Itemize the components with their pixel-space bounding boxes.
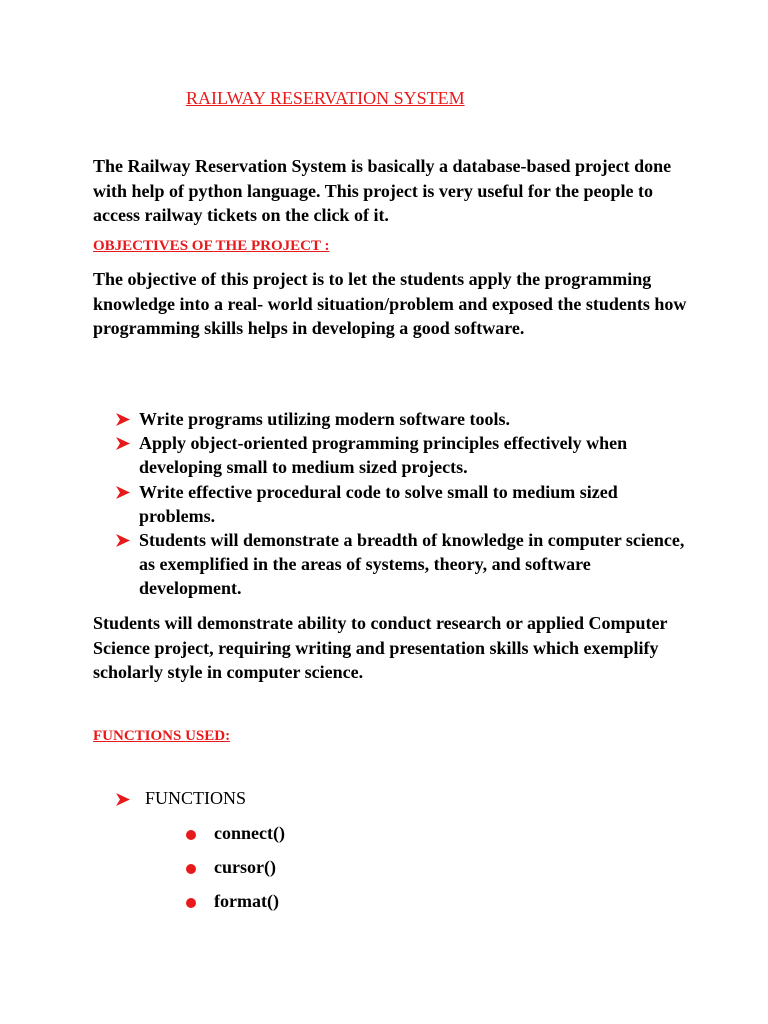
red-dot-icon (186, 864, 196, 874)
function-name: connect() (214, 823, 285, 843)
bullet-text: Write effective procedural code to solve small to medium sized problems. (139, 481, 618, 526)
bullet-item (115, 528, 695, 601)
function-name: cursor() (214, 857, 276, 877)
functions-heading: FUNCTIONS USED: (93, 728, 231, 744)
functions-group-label: FUNCTIONS (145, 788, 247, 808)
arrowhead-icon (115, 436, 131, 451)
arrowhead-icon (115, 533, 131, 548)
closing-paragraph: Students will demonstrate ability to conduct research or applied Computer Science project, requiring writing and presentation skills which exemplify scholarly style in computer science. (93, 613, 668, 682)
objectives-paragraph: The objective of this project is to let the students apply the programming knowledge into a real- world situation/problem and exposed the students how programming skills helps in developing a good software. (93, 269, 687, 338)
objectives-bullet-list (115, 407, 695, 601)
bullet-item (115, 407, 695, 431)
document-title: RAILWAY RESERVATION SYSTEM (186, 88, 465, 108)
arrowhead-icon (115, 412, 131, 427)
bullet-text: Apply object-oriented programming principles effectively when developing small to medium sized projects. (139, 433, 628, 478)
bullet-item (115, 480, 695, 528)
objectives-heading: OBJECTIVES OF THE PROJECT : (93, 238, 330, 254)
intro-paragraph: The Railway Reservation System is basically a database-based project done with help of python language. This project is very useful for the people to access railway tickets on the click of it. (93, 156, 672, 225)
function-name: format() (214, 891, 279, 911)
bullet-item (115, 431, 695, 479)
arrowhead-icon (115, 485, 131, 500)
bullet-text: Write programs utilizing modern software tools. (139, 409, 510, 429)
red-dot-icon (186, 830, 196, 840)
red-dot-icon (186, 898, 196, 908)
bullet-text: Students will demonstrate a breadth of knowledge in computer science, as exemplified in the areas of systems, theory, and software development. (139, 530, 685, 599)
arrowhead-icon (115, 792, 131, 807)
